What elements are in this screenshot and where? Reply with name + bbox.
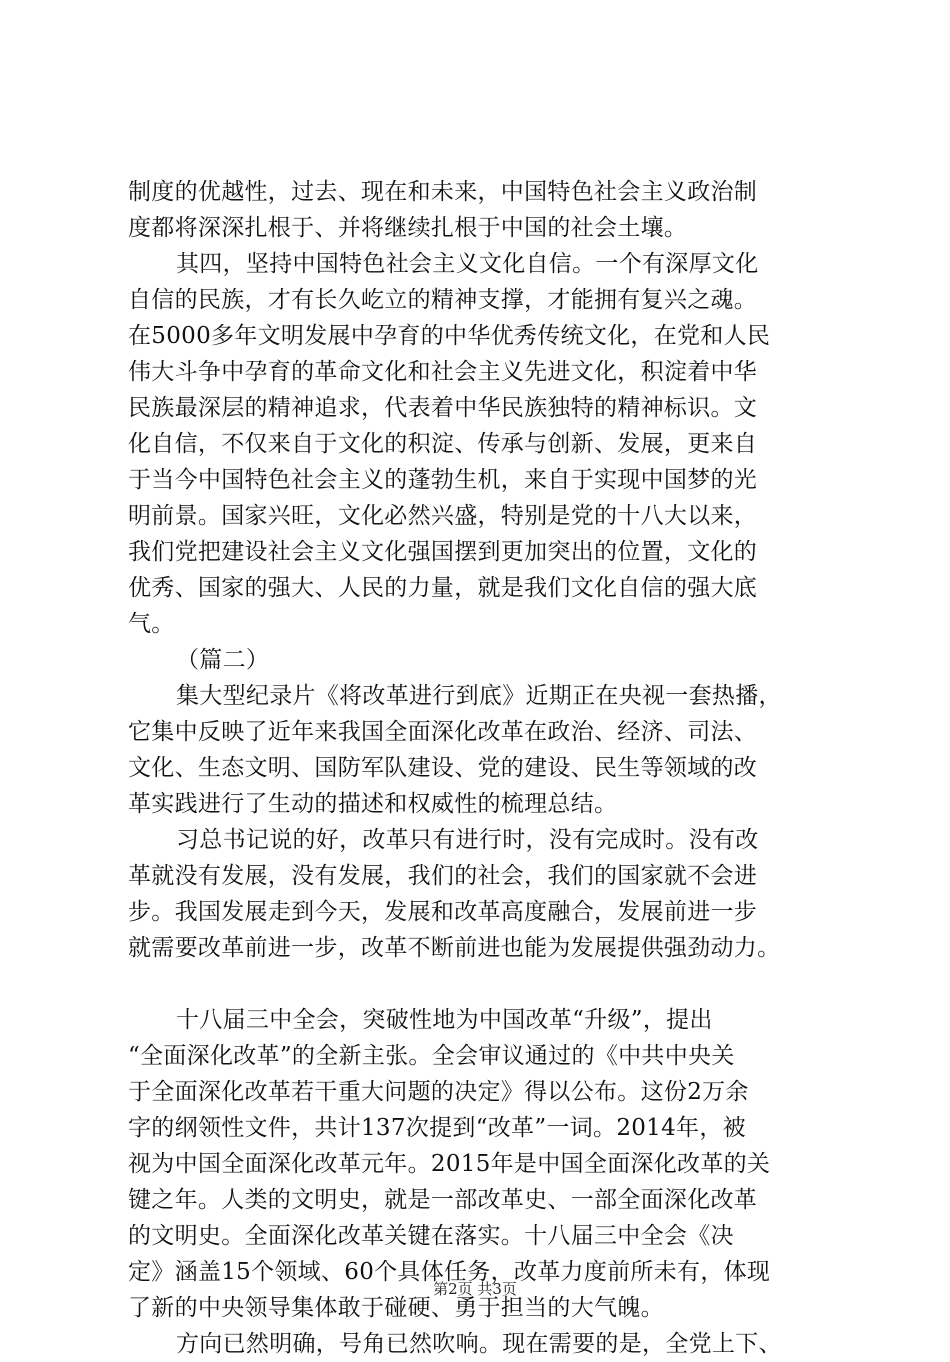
document-body <box>128 174 840 1362</box>
text-line: 的文明史。全面深化改革关键在落实。十八届三中全会《决 <box>128 1223 734 1249</box>
text-line: 革实践进行了生动的描述和权威性的梳理总结。 <box>128 791 618 817</box>
section-heading <box>128 642 840 678</box>
text-line: 文化、生态文明、国防军队建设、党的建设、民生等领域的改 <box>128 755 758 781</box>
text-line: 民族最深层的精神追求，代表着中华民族独特的精神标识。文 <box>128 395 758 421</box>
text-line: 定》涵盖15个领域、60个具体任务，改革力度前所未有，体现 <box>128 1259 771 1285</box>
text-line: 集大型纪录片《将改革进行到底》近期正在央视一套热播， <box>176 683 782 709</box>
text-line: 方向已然明确，号角已然吹响。现在需要的是，全党上下、 <box>176 1331 782 1357</box>
text-line: “全面深化改革”的全新主张。全会审议通过的《中共中央关 <box>128 1043 735 1069</box>
text-line: 键之年。人类的文明史，就是一部改革史、一部全面深化改革 <box>128 1187 758 1213</box>
text-line: 于全面深化改革若干重大问题的决定》得以公布。这份2万余 <box>128 1079 749 1105</box>
text-line: 自信的民族，才有长久屹立的精神支撑，才能拥有复兴之魂。 <box>128 287 758 313</box>
text-line: 习总书记说的好，改革只有进行时，没有完成时。没有改 <box>176 827 759 853</box>
text-line: 伟大斗争中孕育的革命文化和社会主义先进文化，积淀着中华 <box>128 359 758 385</box>
text-line: 了新的中央领导集体敢于碰硬、勇于担当的大气魄。 <box>128 1295 664 1321</box>
text-line: 度都将深深扎根于、并将继续扎根于中国的社会土壤。 <box>128 215 688 241</box>
text-line: 视为中国全面深化改革元年。2015年是中国全面深化改革的关 <box>128 1151 771 1177</box>
text-line: 其四，坚持中国特色社会主义文化自信。一个有深厚文化 <box>176 251 759 277</box>
page-number: 第2页 共3页 <box>433 1280 517 1298</box>
text-line: 在5000多年文明发展中孕育的中华优秀传统文化，在党和人民 <box>128 323 771 349</box>
text-line: 气。 <box>128 611 175 637</box>
text-line: 革就没有发展，没有发展，我们的社会，我们的国家就不会进 <box>128 863 758 889</box>
paragraph-4 <box>128 822 840 966</box>
section-title: （篇二） <box>176 647 270 673</box>
paragraph-1 <box>128 174 840 246</box>
text-line: 步。我国发展走到今天，发展和改革高度融合，发展前进一步 <box>128 899 758 925</box>
text-line: 优秀、国家的强大、人民的力量，就是我们文化自信的强大底 <box>128 575 758 601</box>
text-line: 明前景。国家兴旺，文化必然兴盛，特别是党的十八大以来， <box>128 503 758 529</box>
text-line: 字的纲领性文件，共计137次提到“改革”一词。2014年，被 <box>128 1115 746 1141</box>
paragraph-spacer <box>128 966 840 1002</box>
paragraph-3 <box>128 678 840 822</box>
text-line: 化自信，不仅来自于文化的积淀、传承与创新、发展，更来自 <box>128 431 758 457</box>
paragraph-6 <box>128 1326 840 1362</box>
text-line: 于当今中国特色社会主义的蓬勃生机，来自于实现中国梦的光 <box>128 467 758 493</box>
text-line: 我们党把建设社会主义文化强国摆到更加突出的位置，文化的 <box>128 539 758 565</box>
paragraph-2 <box>128 246 840 642</box>
text-line: 就需要改革前进一步，改革不断前进也能为发展提供强劲动力。 <box>128 935 781 961</box>
text-line: 制度的优越性，过去、现在和未来，中国特色社会主义政治制 <box>128 179 758 205</box>
text-line: 十八届三中全会，突破性地为中国改革“升级”，提出 <box>176 1007 713 1033</box>
text-line: 它集中反映了近年来我国全面深化改革在政治、经济、司法、 <box>128 719 758 745</box>
